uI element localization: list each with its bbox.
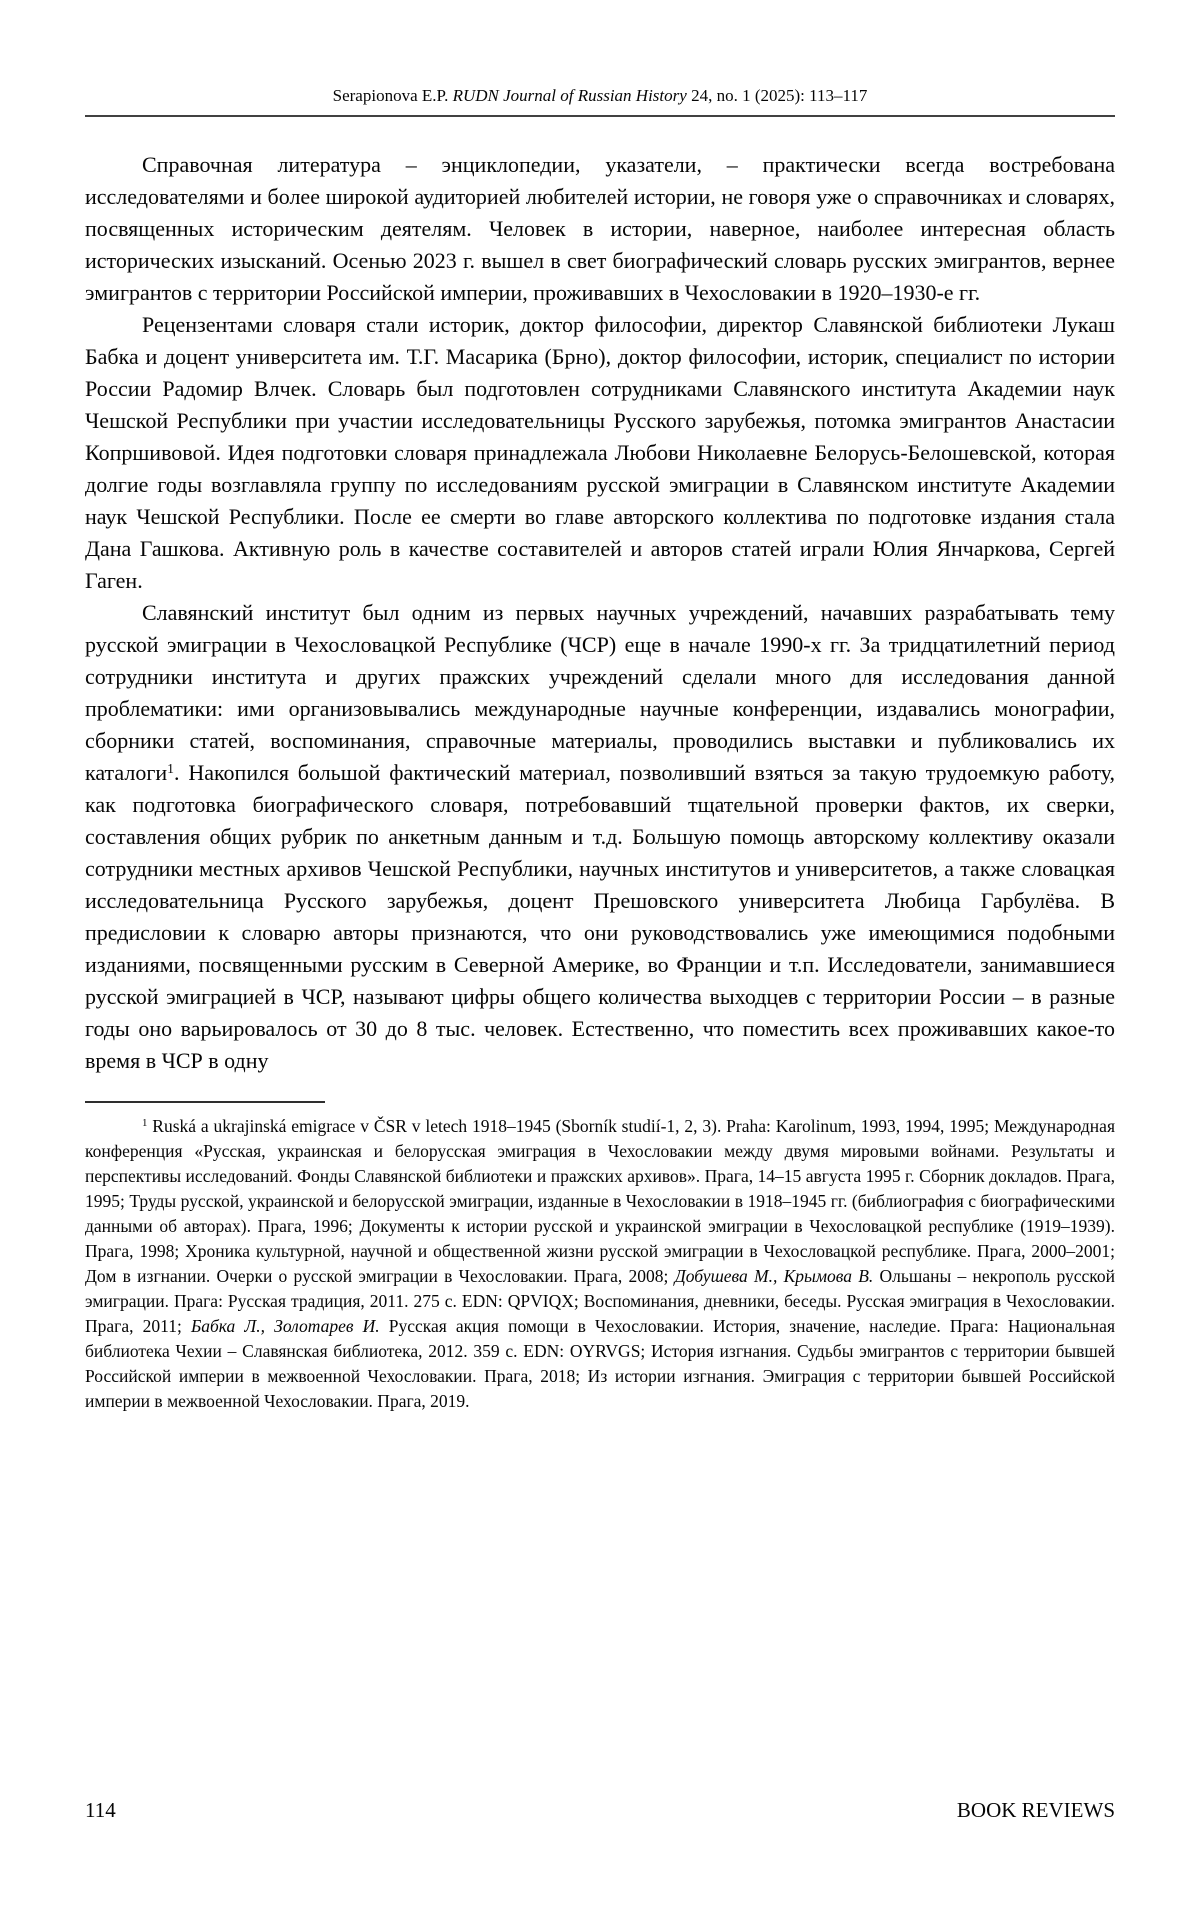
section-title: BOOK REVIEWS	[956, 1798, 1115, 1822]
paragraph-3-text: Славянский институт был одним из первых научных учреждений, начавших разрабатывать тему русской эмиграции в Чехословацкой Республике (ЧСР) еще в начале 1990-х гг. За тридцатилетний период сотрудники института и других пражских учреждений сделали много для исследования данной проблематики: ими организовывались международные научные конференции, издавались монографии, сборники статей, воспоминания, справочные материалы, проводились выставки и публиковались их каталоги	[85, 600, 1115, 785]
running-head-journal-title: RUDN Journal of Russian History	[452, 86, 687, 105]
footnote-separator-rule	[85, 1101, 325, 1103]
running-head-author: Serapionova E.P.	[332, 86, 453, 105]
footnote-reference-1: 1	[167, 760, 174, 776]
footnote-marker: 1	[142, 1117, 148, 1130]
footnote-authors-italic-2: Бабка Л., Золотарев И.	[190, 1316, 380, 1336]
article-body	[85, 149, 1115, 1077]
page-footer	[85, 1798, 1115, 1822]
paragraph-3-text-continued: . Накопился большой фактический материал, позволивший взяться за такую трудоемкую работу, как подготовка биографического словаря, потребовавший тщательной проверки фактов, их сверки, составления общих рубрик по анкетным данным и т.д. Большую помощь авторскому коллективу оказали сотрудники местных архивов Чешской Республики, научных институтов и университетов, а также словацкая исследовательница Русского зарубежья, доцент Прешовского университета Любица Гарбулёва. В предисловии к словарю авторы признаются, что они руководствовались уже имеющимися подобными изданиями, посвященными русским в Северной Америке, во Франции и т.п. Исследователи, занимавшиеся русской эмиграцией в ЧСР, называют цифры общего количества выходцев с территории России – в разные годы оно варьировалось от 30 до 8 тыс. человек. Естественно, что поместить всех проживавших какое-то время в ЧСР в одну	[85, 760, 1115, 1073]
footnote-text-segment-3: Русская акция помощи в Чехословакии. История, значение, наследие. Прага: Национальная библиотека Чехии – Славянская библиотека, 2012. 359 с. EDN: OYRVGS; История изгнания. Судьбы эмигрантов с территории бывшей Российской империи в межвоенной Чехословакии. Прага, 2018; Из истории изгнания. Эмиграция с территории бывшей Российской империи в межвоенной Чехословакии. Прага, 2019.	[85, 1316, 1115, 1411]
paragraph-3	[85, 597, 1115, 1077]
running-head-issue-info: 24, no. 1 (2025): 113–117	[686, 86, 868, 105]
footnote-text-segment-2: Ольшаны – некрополь русской эмиграции. Прага: Русская традиция, 2011. 275 с. EDN: QPVIQX; Воспоминания, дневники, беседы. Русская эмиграция в Чехословакии. Прага, 2011;	[85, 1266, 1115, 1336]
footnote-text-segment-1: Ruská a ukrajinská emigrace v ČSR v letech 1918–1945 (Sborník studií-1, 2, 3). Praha: Karolinum, 1993, 1994, 1995; Международная конференция «Русская, украинская и белорусская эмиграция в Чехословакии между двумя мировыми войнами. Результаты и перспективы исследований. Фонды Славянской библиотеки и пражских архивов». Прага, 14–15 августа 1995 г. Сборник докладов. Прага, 1995; Труды русской, украинской и белорусской эмиграции, изданные в Чехословакии в 1918–1945 гг. (библиография с биографическими данными об авторах). Прага, 1996; Документы к истории русской и украинской эмиграции в Чехословацкой республике (1919–1939). Прага, 1998; Хроника культурной, научной и общественной жизни русской эмиграции в Чехословацкой республике. Прага, 2000–2001; Дом в изгнании. Очерки о русской эмиграции в Чехословакии. Прага, 2008;	[85, 1116, 1115, 1286]
page-number: 114	[85, 1798, 116, 1822]
footnote-authors-italic-1: Добушева М., Крымова В.	[674, 1266, 874, 1286]
header-rule	[85, 115, 1115, 117]
footnote-1	[85, 1114, 1115, 1414]
running-head	[85, 86, 1115, 106]
paragraph-1: Справочная литература – энциклопедии, указатели, – практически всегда востребована исследователями и более широкой аудиторией любителей истории, не говоря уже о справочниках и словарях, посвященных историческим деятелям. Человек в истории, наверное, наиболее интересная область исторических изысканий. Осенью 2023 г. вышел в свет биографический словарь русских эмигрантов, вернее эмигрантов с территории Российской империи, проживавших в Чехословакии в 1920–1930-е гг.	[85, 152, 1115, 305]
paragraph-2: Рецензентами словаря стали историк, доктор философии, директор Славянской библиотеки Лукаш Бабка и доцент университета им. Т.Г. Масарика (Брно), доктор философии, историк, специалист по истории России Радомир Влчек. Словарь был подготовлен сотрудниками Славянского института Академии наук Чешской Республики при участии исследовательницы Русского зарубежья, потомка эмигрантов Анастасии Копршивовой. Идея подготовки словаря принадлежала Любови Николаевне Белорусь-Белошевской, которая долгие годы возглавляла группу по исследованиям русской эмиграции в Славянском институте Академии наук Чешской Республики. После ее смерти во главе авторского коллектива по подготовке издания стала Дана Гашкова. Активную роль в качестве составителей и авторов статей играли Юлия Янчаркова, Сергей Гаген.	[85, 312, 1115, 593]
